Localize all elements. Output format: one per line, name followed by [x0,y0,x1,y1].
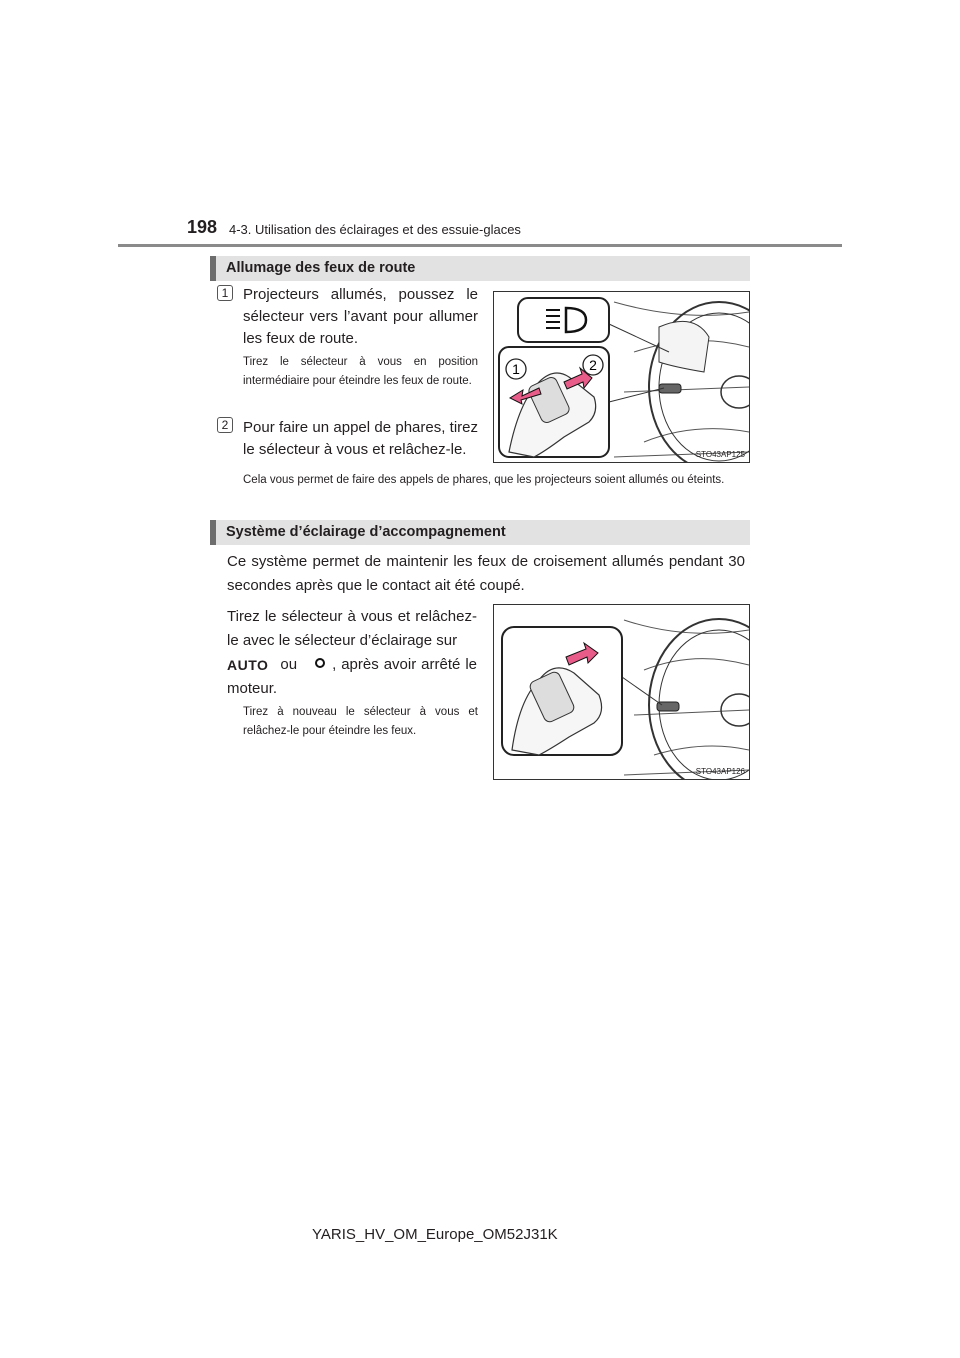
figure-callout-2: 2 [589,357,597,373]
auto-label-icon: AUTO [227,657,269,674]
step-2-text: Pour faire un appel de phares, tirez le sélecteur à vous et relâchez-le. [243,419,478,458]
footer-doc-id: YARIS_HV_OM_Europe_OM52J31K [312,1226,558,1243]
figure-follow-me [493,604,750,780]
step-1-note: Tirez le sélecteur à vous en position intermédiaire pour éteindre les feux de route. [243,356,478,387]
step-number-2: 2 [217,417,233,433]
chapter-title: 4-3. Utilisation des éclairages et des essuie-glaces [229,222,521,237]
page-number: 198 [187,217,218,237]
follow-me-intro: Ce système permet de maintenir les feux de croisement allumés pendant 30 secondes après que le contact ait été coupé. [227,553,745,594]
step-2-note: Cela vous permet de faire des appels de phares, que les projecteurs soient allumés ou éteints. [243,474,725,486]
instruction-part2: , après avoir arrêté le moteur. [227,656,477,698]
follow-me-instruction [227,605,477,701]
header-rule [118,244,842,247]
figure-code: STO43AP126 [695,767,745,776]
step-number-1: 1 [217,285,233,301]
figure-code: STO43AP125 [695,450,745,459]
follow-me-note: Tirez à nouveau le sélecteur à vous et relâchez-le pour éteindre les feux. [243,706,478,737]
section-title-high-beam: Allumage des feux de route [210,256,750,281]
headlight-switch-icon [314,653,326,677]
figure-high-beam [493,291,750,463]
figure-callout-1: 1 [512,361,520,377]
section-title-follow-me: Système d’éclairage d’accompagnement [210,520,750,545]
instruction-part1: Tirez le sélecteur à vous et relâchez-le avec le sélecteur d’éclairage sur [227,608,477,649]
or-word: ou [280,656,298,673]
step-1-text: Projecteurs allumés, poussez le sélecteur vers l’avant pour allumer les feux de route. [243,286,478,347]
